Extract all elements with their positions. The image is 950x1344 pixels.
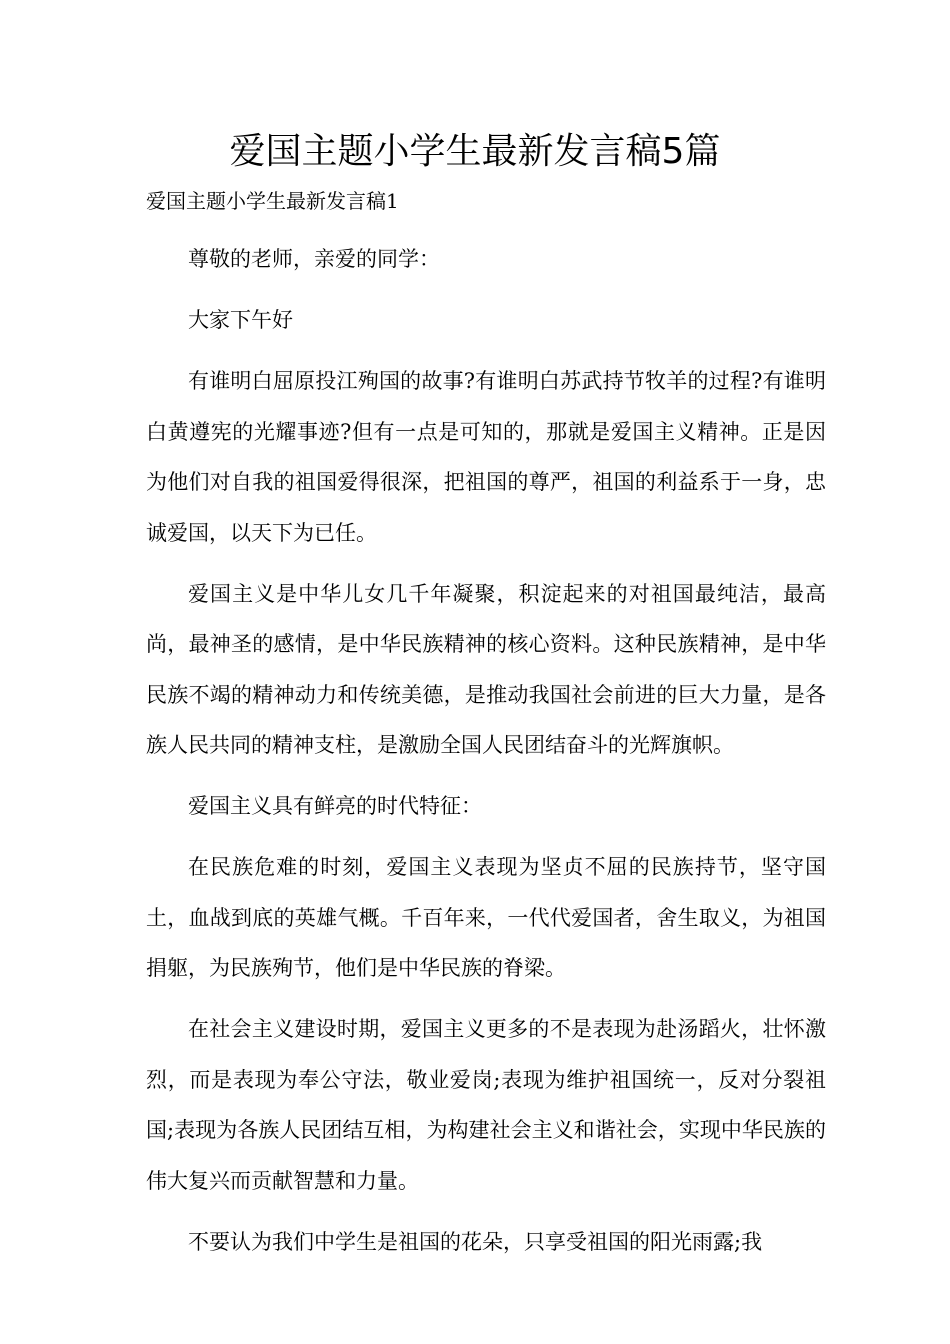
paragraph: 爱国主义具有鲜亮的时代特征： [188, 794, 482, 818]
document-body [146, 234, 826, 1278]
document-subtitle: 爱国主题小学生最新发言稿1 [146, 189, 399, 213]
paragraph-salutation: 大家下午好 [188, 308, 293, 332]
paragraph: 不要认为我们中学生是祖国的花朵，只享受祖国的阳光雨露;我 [188, 1229, 763, 1254]
document-title: 爱国主题小学生最新发言稿5篇 [229, 131, 721, 172]
paragraph-greeting: 尊敬的老师，亲爱的同学： [188, 247, 440, 271]
paragraph: 在民族危难的时刻，爱国主义表现为坚贞不屈的民族持节，坚守国土，血战到底的英雄气概。千百年来，一代代爱国者，舍生取义，为祖国捐躯，为民族殉节，他们是中华民族的脊梁。 [146, 855, 826, 980]
paragraph: 有谁明白屈原投江殉国的故事?有谁明白苏武持节牧羊的过程?有谁明白黄遵宪的光耀事迹?但有一点是可知的，那就是爱国主义精神。正是因为他们对自我的祖国爱得很深，把祖国的尊严，祖国的利益系于一身，忠诚爱国，以天下为已任。 [146, 369, 826, 545]
paragraph: 爱国主义是中华儿女几千年凝聚，积淀起来的对祖国最纯洁，最高尚，最神圣的感情，是中华民族精神的核心资料。这种民族精神，是中华民族不竭的精神动力和传统美德，是推动我国社会前进的巨大力量，是各族人民共同的精神支柱，是激励全国人民团结奋斗的光辉旗帜。 [146, 581, 826, 757]
paragraph: 在社会主义建设时期，爱国主义更多的不是表现为赴汤蹈火，壮怀激烈，而是表现为奉公守法，敬业爱岗;表现为维护祖国统一，反对分裂祖国;表现为各族人民团结互相，为构建社会主义和谐社会，实现中华民族的伟大复兴而贡献智慧和力量。 [146, 1017, 826, 1193]
